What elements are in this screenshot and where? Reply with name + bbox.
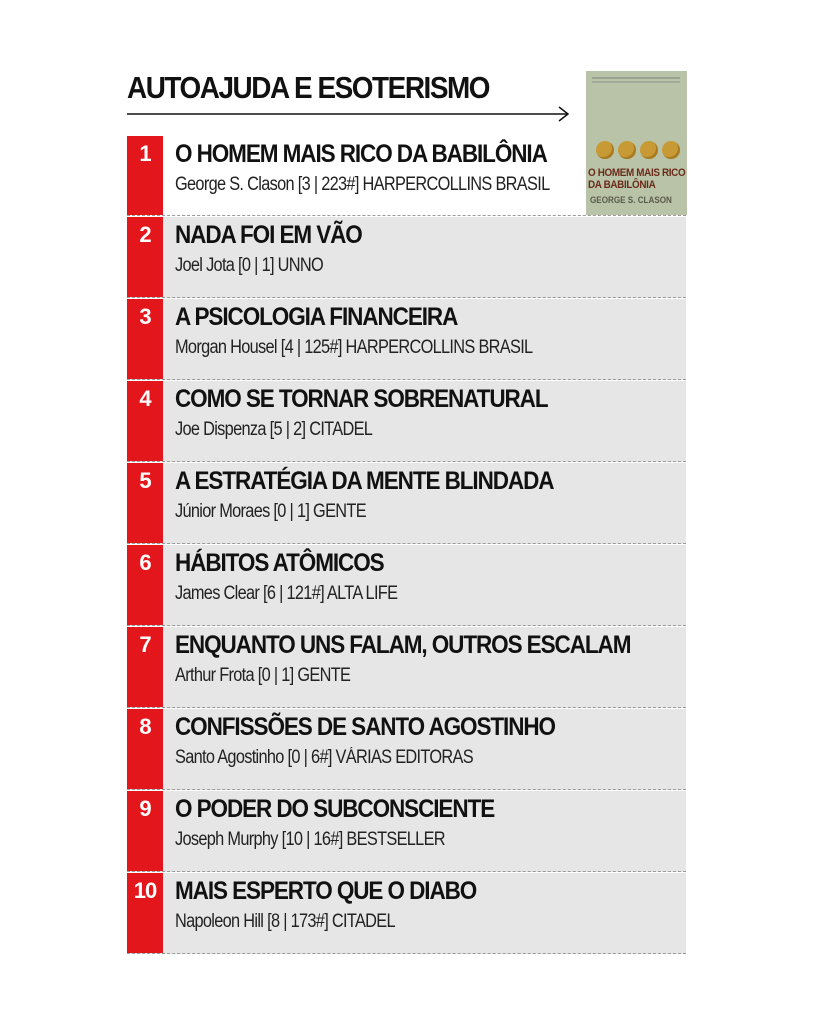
arrow-right-icon bbox=[127, 106, 570, 122]
book-meta: George S. Clason [3 | 223#] HARPERCOLLINS BRASIL bbox=[175, 174, 550, 195]
rank-badge: 2 bbox=[127, 217, 163, 297]
rank-badge: 8 bbox=[127, 709, 163, 789]
book-title: A PSICOLOGIA FINANCEIRA bbox=[175, 303, 458, 331]
book-title: A ESTRATÉGIA DA MENTE BLINDADA bbox=[175, 467, 554, 495]
rank-badge: 4 bbox=[127, 381, 163, 461]
bestseller-list bbox=[127, 136, 686, 955]
rank-badge: 1 bbox=[127, 136, 163, 215]
cover-top-text bbox=[592, 77, 680, 79]
book-meta: Morgan Housel [4 | 125#] HARPERCOLLINS BRASIL bbox=[175, 337, 533, 358]
book-meta: Joe Dispenza [5 | 2] CITADEL bbox=[175, 419, 373, 440]
book-meta: Júnior Moraes [0 | 1] GENTE bbox=[175, 501, 366, 522]
cover-author: GEORGE S. CLASON bbox=[590, 195, 672, 205]
list-item bbox=[127, 545, 686, 626]
book-title: NADA FOI EM VÃO bbox=[175, 221, 362, 249]
book-meta: Napoleon Hill [8 | 173#] CITADEL bbox=[175, 911, 395, 932]
list-item bbox=[127, 873, 686, 954]
list-item bbox=[127, 381, 686, 462]
book-title: O HOMEM MAIS RICO DA BABILÔNIA bbox=[175, 140, 547, 168]
book-title: COMO SE TORNAR SOBRENATURAL bbox=[175, 385, 548, 413]
book-title: HÁBITOS ATÔMICOS bbox=[175, 549, 384, 577]
rank-badge: 7 bbox=[127, 627, 163, 707]
book-meta: Santo Agostinho [0 | 6#] VÁRIAS EDITORAS bbox=[175, 747, 473, 768]
page-title: AUTOAJUDA E ESOTERISMO bbox=[127, 70, 490, 105]
rank-badge: 6 bbox=[127, 545, 163, 625]
rank-badge: 9 bbox=[127, 791, 163, 871]
list-item bbox=[127, 136, 686, 216]
list-item bbox=[127, 791, 686, 872]
rank-badge: 3 bbox=[127, 299, 163, 379]
cover-title: O HOMEM MAIS RICO DA BABILÔNIA bbox=[588, 167, 686, 191]
rank-badge: 5 bbox=[127, 463, 163, 543]
list-item bbox=[127, 709, 686, 790]
book-meta: Joseph Murphy [10 | 16#] BESTSELLER bbox=[175, 829, 445, 850]
list-item bbox=[127, 217, 686, 298]
list-item bbox=[127, 299, 686, 380]
list-item bbox=[127, 463, 686, 544]
book-title: MAIS ESPERTO QUE O DIABO bbox=[175, 877, 477, 905]
book-title: O PODER DO SUBCONSCIENTE bbox=[175, 795, 495, 823]
book-title: CONFISSÕES DE SANTO AGOSTINHO bbox=[175, 713, 555, 741]
list-item bbox=[127, 627, 686, 708]
book-meta: James Clear [6 | 121#] ALTA LIFE bbox=[175, 583, 398, 604]
book-title: ENQUANTO UNS FALAM, OUTROS ESCALAM bbox=[175, 631, 631, 659]
book-meta: Arthur Frota [0 | 1] GENTE bbox=[175, 665, 351, 686]
rank-badge: 10 bbox=[127, 873, 163, 953]
book-meta: Joel Jota [0 | 1] UNNO bbox=[175, 255, 324, 276]
